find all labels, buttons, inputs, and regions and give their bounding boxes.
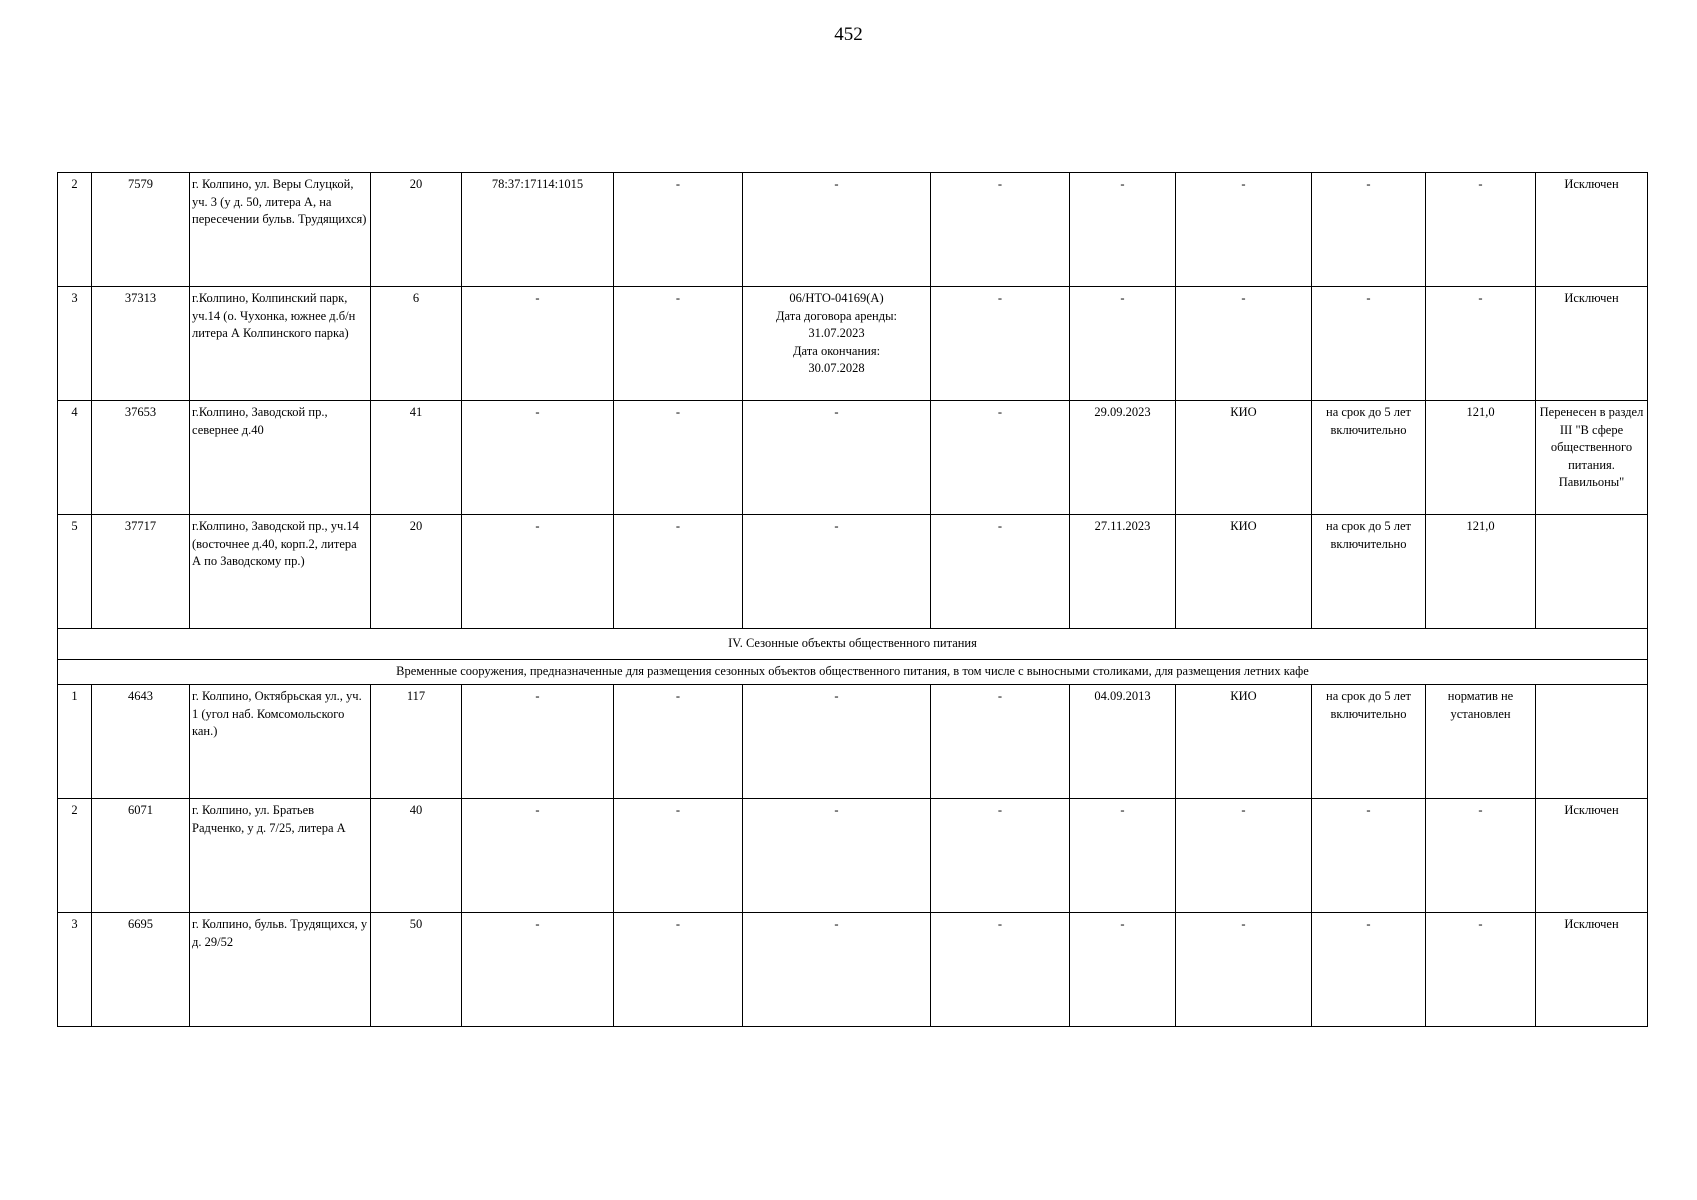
cell-row-number: 5 <box>58 515 92 629</box>
cell-row-number: 3 <box>58 913 92 1027</box>
cell-area: 41 <box>371 401 462 515</box>
section-title-row <box>58 629 1648 660</box>
cell-cadastral-number: - <box>462 685 614 799</box>
cell-lease-contract: - <box>743 799 931 913</box>
subsection-title: Временные сооружения, предназначенные для размещения сезонных объектов общественного питания, в том числе с выносными столиками, для размещения летних кафе <box>58 660 1648 685</box>
cell-status: Исключен <box>1536 173 1648 287</box>
cell-column-6: - <box>614 287 743 401</box>
cell-rate: норматив не установлен <box>1426 685 1536 799</box>
cell-rate: 121,0 <box>1426 401 1536 515</box>
cell-column-6: - <box>614 685 743 799</box>
cell-area: 6 <box>371 287 462 401</box>
cell-decision-date: 29.09.2023 <box>1070 401 1176 515</box>
cell-column-6: - <box>614 799 743 913</box>
cell-area: 20 <box>371 173 462 287</box>
cell-status: Исключен <box>1536 799 1648 913</box>
cell-placement-term: на срок до 5 лет включительно <box>1312 401 1426 515</box>
cell-column-6: - <box>614 173 743 287</box>
cell-organization: - <box>1176 173 1312 287</box>
cell-decision-date: 04.09.2013 <box>1070 685 1176 799</box>
cell-placement-term: - <box>1312 173 1426 287</box>
cell-lease-contract: - <box>743 913 931 1027</box>
cell-column-6: - <box>614 401 743 515</box>
cell-column-8: - <box>931 287 1070 401</box>
table-row <box>58 173 1648 287</box>
cell-row-number: 1 <box>58 685 92 799</box>
cell-cadastral-number: - <box>462 799 614 913</box>
cell-status: Исключен <box>1536 913 1648 1027</box>
cell-status <box>1536 515 1648 629</box>
cell-decision-date: - <box>1070 913 1176 1027</box>
cell-placement-term: на срок до 5 лет включительно <box>1312 685 1426 799</box>
table-row <box>58 515 1648 629</box>
cell-status: Исключен <box>1536 287 1648 401</box>
cell-address: г. Колпино, ул. Веры Слуцкой, уч. 3 (у д. 50, литера А, на пересечении бульв. Трудящихся) <box>190 173 371 287</box>
cell-object-id: 6695 <box>92 913 190 1027</box>
cell-area: 50 <box>371 913 462 1027</box>
cell-column-6: - <box>614 913 743 1027</box>
cell-organization: - <box>1176 799 1312 913</box>
cell-row-number: 4 <box>58 401 92 515</box>
cell-area: 40 <box>371 799 462 913</box>
cell-column-8: - <box>931 799 1070 913</box>
cell-cadastral-number: - <box>462 401 614 515</box>
cell-lease-contract: - <box>743 173 931 287</box>
cell-object-id: 6071 <box>92 799 190 913</box>
cell-area: 117 <box>371 685 462 799</box>
cell-column-8: - <box>931 515 1070 629</box>
cell-decision-date: - <box>1070 799 1176 913</box>
cell-placement-term: - <box>1312 287 1426 401</box>
cell-cadastral-number: - <box>462 515 614 629</box>
cell-object-id: 4643 <box>92 685 190 799</box>
cell-status <box>1536 685 1648 799</box>
cell-organization: - <box>1176 913 1312 1027</box>
cell-placement-term: - <box>1312 913 1426 1027</box>
cell-column-6: - <box>614 515 743 629</box>
registry-table <box>57 172 1648 1027</box>
cell-object-id: 7579 <box>92 173 190 287</box>
cell-object-id: 37717 <box>92 515 190 629</box>
page-number: 452 <box>834 24 863 45</box>
table-row <box>58 685 1648 799</box>
section-title: IV. Сезонные объекты общественного питания <box>58 629 1648 660</box>
cell-row-number: 2 <box>58 173 92 287</box>
cell-column-8: - <box>931 685 1070 799</box>
cell-decision-date: - <box>1070 173 1176 287</box>
table-body <box>58 173 1648 1027</box>
cell-address: г. Колпино, бульв. Трудящихся, у д. 29/52 <box>190 913 371 1027</box>
cell-address: г. Колпино, Октябрьская ул., уч. 1 (угол наб. Комсомольского кан.) <box>190 685 371 799</box>
cell-address: г.Колпино, Заводской пр., уч.14 (восточнее д.40, корп.2, литера А по Заводскому пр.) <box>190 515 371 629</box>
cell-lease-contract: 06/НТО-04169(А) Дата договора аренды: 31.07.2023 Дата окончания: 30.07.2028 <box>743 287 931 401</box>
cell-decision-date: 27.11.2023 <box>1070 515 1176 629</box>
cell-organization: КИО <box>1176 685 1312 799</box>
table-row <box>58 913 1648 1027</box>
cell-rate: - <box>1426 287 1536 401</box>
cell-decision-date: - <box>1070 287 1176 401</box>
cell-object-id: 37653 <box>92 401 190 515</box>
cell-placement-term: - <box>1312 799 1426 913</box>
cell-row-number: 2 <box>58 799 92 913</box>
cell-organization: КИО <box>1176 515 1312 629</box>
table-row <box>58 799 1648 913</box>
table-row <box>58 401 1648 515</box>
cell-column-8: - <box>931 173 1070 287</box>
cell-address: г.Колпино, Заводской пр., севернее д.40 <box>190 401 371 515</box>
cell-address: г.Колпино, Колпинский парк, уч.14 (о. Чухонка, южнее д.б/н литера А Колпинского парка) <box>190 287 371 401</box>
cell-object-id: 37313 <box>92 287 190 401</box>
cell-placement-term: на срок до 5 лет включительно <box>1312 515 1426 629</box>
cell-rate: - <box>1426 799 1536 913</box>
cell-column-8: - <box>931 401 1070 515</box>
cell-rate: - <box>1426 173 1536 287</box>
subsection-title-row <box>58 660 1648 685</box>
cell-address: г. Колпино, ул. Братьев Радченко, у д. 7/25, литера А <box>190 799 371 913</box>
cell-area: 20 <box>371 515 462 629</box>
table-row <box>58 287 1648 401</box>
cell-organization: КИО <box>1176 401 1312 515</box>
cell-status: Перенесен в раздел III "В сфере общественного питания. Павильоны" <box>1536 401 1648 515</box>
cell-column-8: - <box>931 913 1070 1027</box>
cell-rate: - <box>1426 913 1536 1027</box>
cell-rate: 121,0 <box>1426 515 1536 629</box>
cell-organization: - <box>1176 287 1312 401</box>
cell-row-number: 3 <box>58 287 92 401</box>
cell-cadastral-number: 78:37:17114:1015 <box>462 173 614 287</box>
cell-cadastral-number: - <box>462 913 614 1027</box>
cell-lease-contract: - <box>743 401 931 515</box>
cell-lease-contract: - <box>743 685 931 799</box>
cell-cadastral-number: - <box>462 287 614 401</box>
cell-lease-contract: - <box>743 515 931 629</box>
